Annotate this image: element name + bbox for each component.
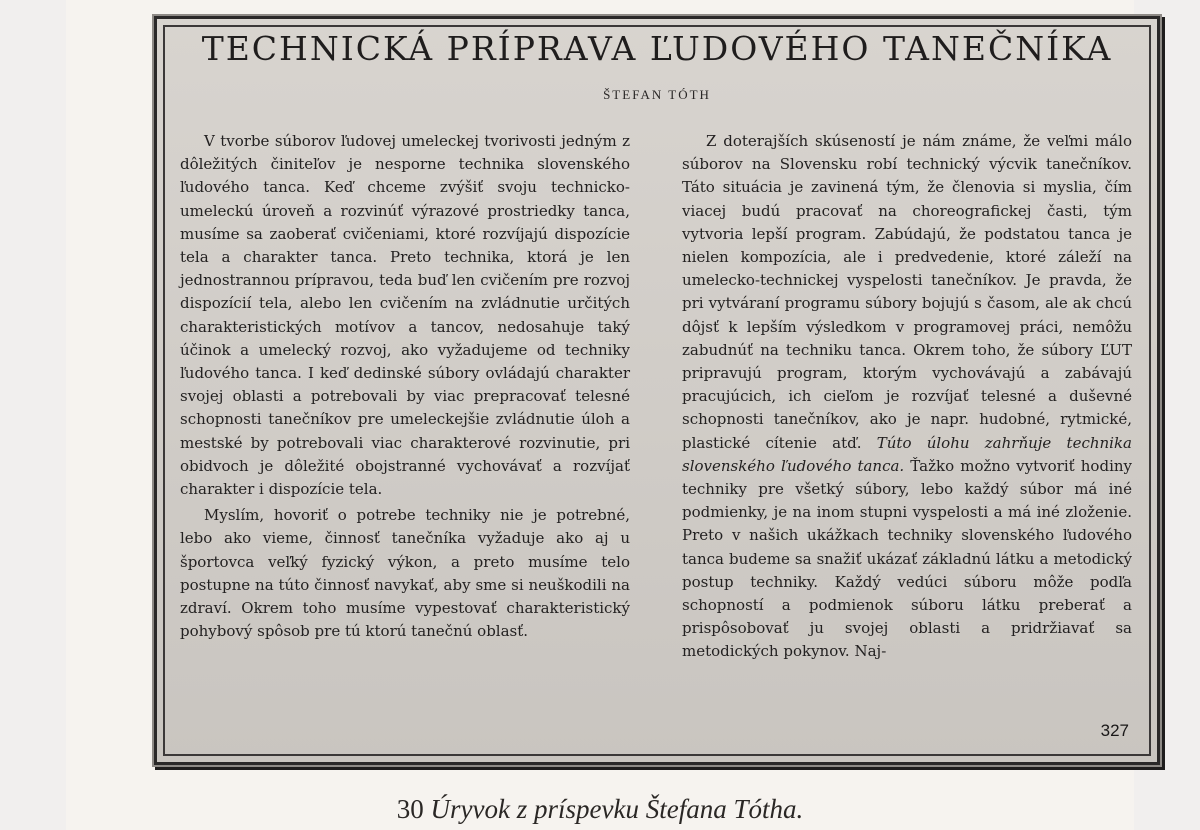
caption-text: Úryvok z príspevku Štefana Tótha.: [430, 794, 804, 824]
figure-caption: [66, 794, 1134, 825]
paragraph-text: Ťažko možno vytvoriť hodiny techniky pre všetký súbory, lebo každý súbor má iné podmienky, je na inom stupni vyspelosti a má iné zloženie. Preto v našich ukážkach techniky slovenského ľudového tanca budeme sa snažiť ukázať základnú látku a metodický postup techniky. Každý vedúci súboru môže podľa schopností a podmienok súboru látku preberať a prispôsobovať ju svojej oblasti a pridržiavať sa metodických pokynov. Naj-: [682, 456, 1132, 661]
article-image: [154, 16, 1160, 765]
paragraph: V tvorbe súborov ľudovej umeleckej tvorivosti jedným z dôležitých činiteľov je nesporne technika slovenského ľudového tanca. Keď chceme zvýšiť svoju technicko-umeleckú úroveň a rozvinúť výrazové prostriedky tanca, musíme sa zaoberať cvičeniami, ktoré rozvíjajú dispozície tela a charakter tanca. Preto technika, ktorá je len jednostrannou prípravou, teda buď len cvičením pre rozvoj dispozícií tela, alebo len cvičením na zvládnutie určitých charakteristických motívov a tancov, nedosahuje taký účinok a umelecký rozvoj, ako vyžadujeme od techniky ľudového tanca. I keď dedinské súbory ovládajú charakter svojej oblasti a potrebovali by viac prepracovať telesné schopnosti tanečníkov pre umeleckejšie zvládnutie úloh a mestské by potrebovali viac charakterové rozvinutie, pri obidvoch je dôležité obojstranné vychovávať a rozvíjať charakter i dispozície tela.: [180, 132, 630, 499]
paragraph: Myslím, hovoriť o potrebe techniky nie je potrebné, lebo ako vieme, činnosť tanečníka vyžaduje ako aj u športovca veľký fyzický výkon, a preto musíme telo postupne na túto činnosť navykať, aby sme si neuškodili na zdraví. Okrem toho musíme vypestovať charakteristický pohybový spôsob pre tú ktorú tanečnú oblasť.: [180, 506, 630, 641]
article-author: ŠTEFAN TÓTH: [603, 87, 711, 102]
paragraph-text: Z doterajších skúseností je nám známe, že veľmi málo súborov na Slovensku robí technický výcvik tanečníkov. Táto situácia je zavinená tým, že členovia si myslia, čím viacej budú pracovať na choreografickej časti, tým vytvoria lepší program. Zabúdajú, že podstatou tanca je nielen kompozícia, ale i predvedenie, ktoré záleží na umelecko-technickej vyspelosti tanečníkov. Je pravda, že pri vytváraní programu súbory bojujú s časom, ale ak chcú dôjsť k lepším výsledkom v programovej práci, nemôžu zabudnúť na techniku tanca. Okrem toho, že súbory ĽUT pripravujú program, ktorým vychovávajú a zabávajú pracujúcich, ich cieľom je rozvíjať telesné a duševné schopnosti tanečníkov, ako je napr. hudobné, rytmické, plastické cítenie atď.: [682, 132, 1132, 452]
page-number: 327: [1100, 721, 1129, 740]
right-column: [682, 130, 1132, 664]
article-title: TECHNICKÁ PRÍPRAVA ĽUDOVÉHO TANEČNÍKA: [201, 29, 1113, 68]
paragraph: [682, 130, 1132, 664]
caption-number: 30: [396, 794, 424, 824]
article-frame: [163, 25, 1151, 756]
left-column: [180, 130, 630, 643]
emphasized-text: Túto úlohu zahrňuje technika slovenského ľudového tanca.: [682, 433, 1132, 475]
book-page: [66, 0, 1134, 830]
